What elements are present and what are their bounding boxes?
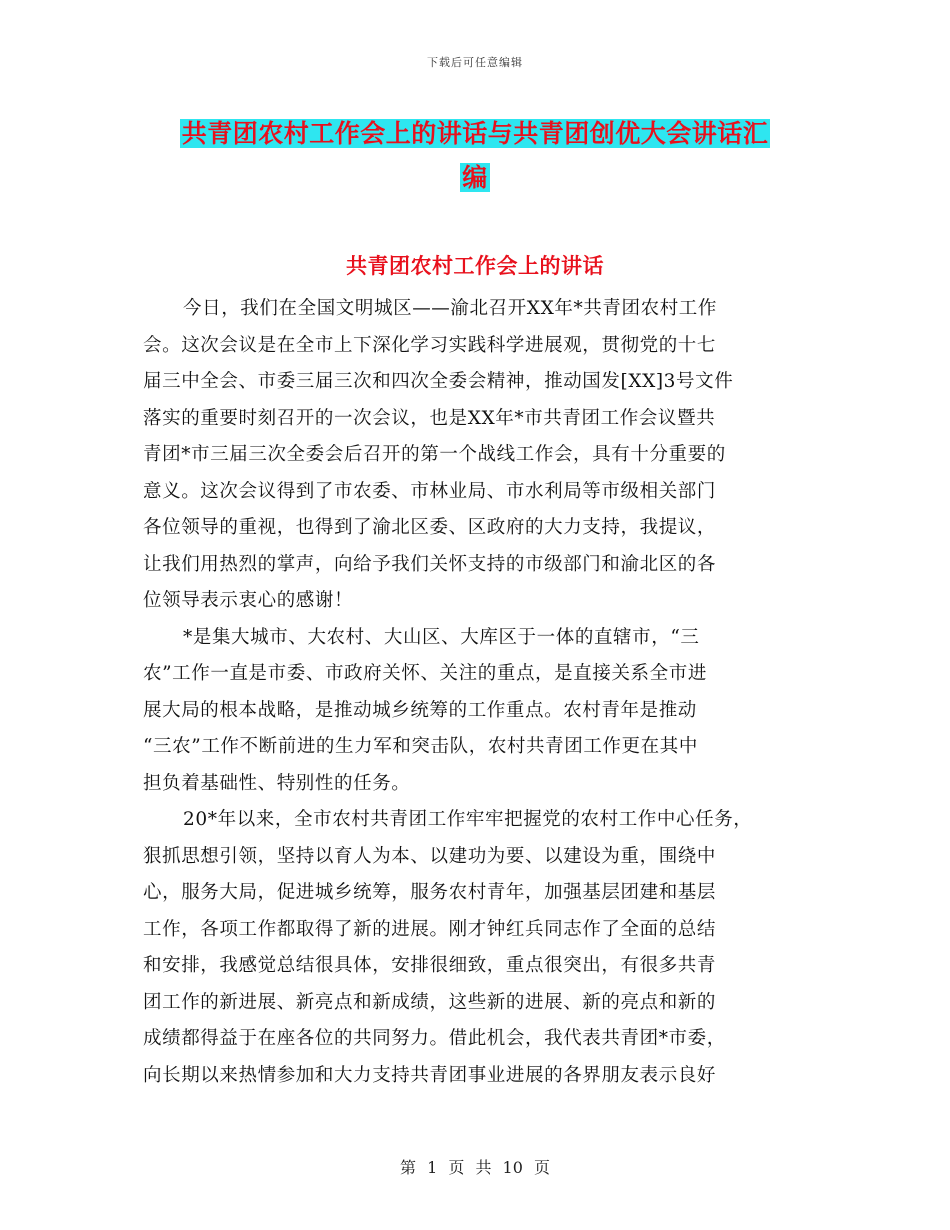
title-line-2: 编 (462, 163, 488, 192)
body-text (143, 291, 823, 1094)
text-line: “三农”工作不断前进的生力军和突击队，农村共青团工作更在其中 (143, 736, 698, 757)
text-line: *是集大城市、大农村、大山区、大库区于一体的直辖市，“三 (183, 626, 700, 648)
text-line: 狠抓思想引领，坚持以育人为本、以建功为要、以建设为重，围绕中 (143, 845, 717, 867)
text-line: 担负着基础性、特别性的任务。 (143, 772, 411, 794)
text-line: 落实的重要时刻召开的一次会议，也是XX年*市共青团工作会议暨共 (143, 407, 716, 429)
text-line: 青团*市三届三次全委会后召开的第一个战线工作会，具有十分重要的 (143, 444, 726, 465)
text-line: 农”工作一直是市委、市政府关怀、关注的重点，是直接关系全市进 (143, 663, 707, 684)
text-line: 和安排，我感觉总结很具体，安排很细致，重点很突出，有很多共青 (143, 955, 717, 976)
text-line: 让我们用热烈的掌声，向给予我们关怀支持的市级部门和渝北区的各 (143, 553, 717, 575)
text-line: 成绩都得益于在座各位的共同努力。借此机会，我代表共青团*市委， (143, 1028, 726, 1049)
document-title (0, 112, 950, 200)
header-note: 下载后可任意编辑 (427, 56, 523, 69)
text-line: 工作，各项工作都取得了新的进展。刚才钟红兵同志作了全面的总结 (143, 918, 717, 940)
text-line: 展大局的根本战略，是推动城乡统筹的工作重点。农村青年是推动 (143, 699, 697, 721)
text-line: 会。这次会议是在全市上下深化学习实践科学进展观，贯彻党的十七 (143, 334, 717, 356)
text-line: 20*年以来，全市农村共青团工作牢牢把握党的农村工作中心任务， (183, 809, 753, 830)
title-line-1: 共青团农村工作会上的讲话与共青团创优大会讲话汇 (181, 119, 769, 148)
text-line: 团工作的新进展、新亮点和新成绩，这些新的进展、新的亮点和新的 (143, 991, 717, 1013)
text-line: 各位领导的重视，也得到了渝北区委、区政府的大力支持，我提议， (143, 517, 717, 538)
text-line: 届三中全会、市委三届三次和四次全委会精神，推动国发[XX]3号文件 (143, 371, 734, 392)
text-line: 意义。这次会议得到了市农委、市林业局、市水利局等市级相关部门 (143, 480, 717, 502)
text-line: 位领导表示衷心的感谢！ (143, 590, 354, 611)
section-title: 共青团农村工作会上的讲话 (346, 253, 604, 278)
text-line: 今日，我们在全国文明城区——渝北召开XX年*共青团农村工作 (183, 298, 717, 319)
page-footer: 第 1 页 共 10 页 (400, 1158, 550, 1177)
text-line: 心，服务大局，促进城乡统筹，服务农村青年，加强基层团建和基层 (143, 882, 717, 903)
text-line: 向长期以来热情参加和大力支持共青团事业进展的各界朋友表示良好 (143, 1064, 717, 1086)
